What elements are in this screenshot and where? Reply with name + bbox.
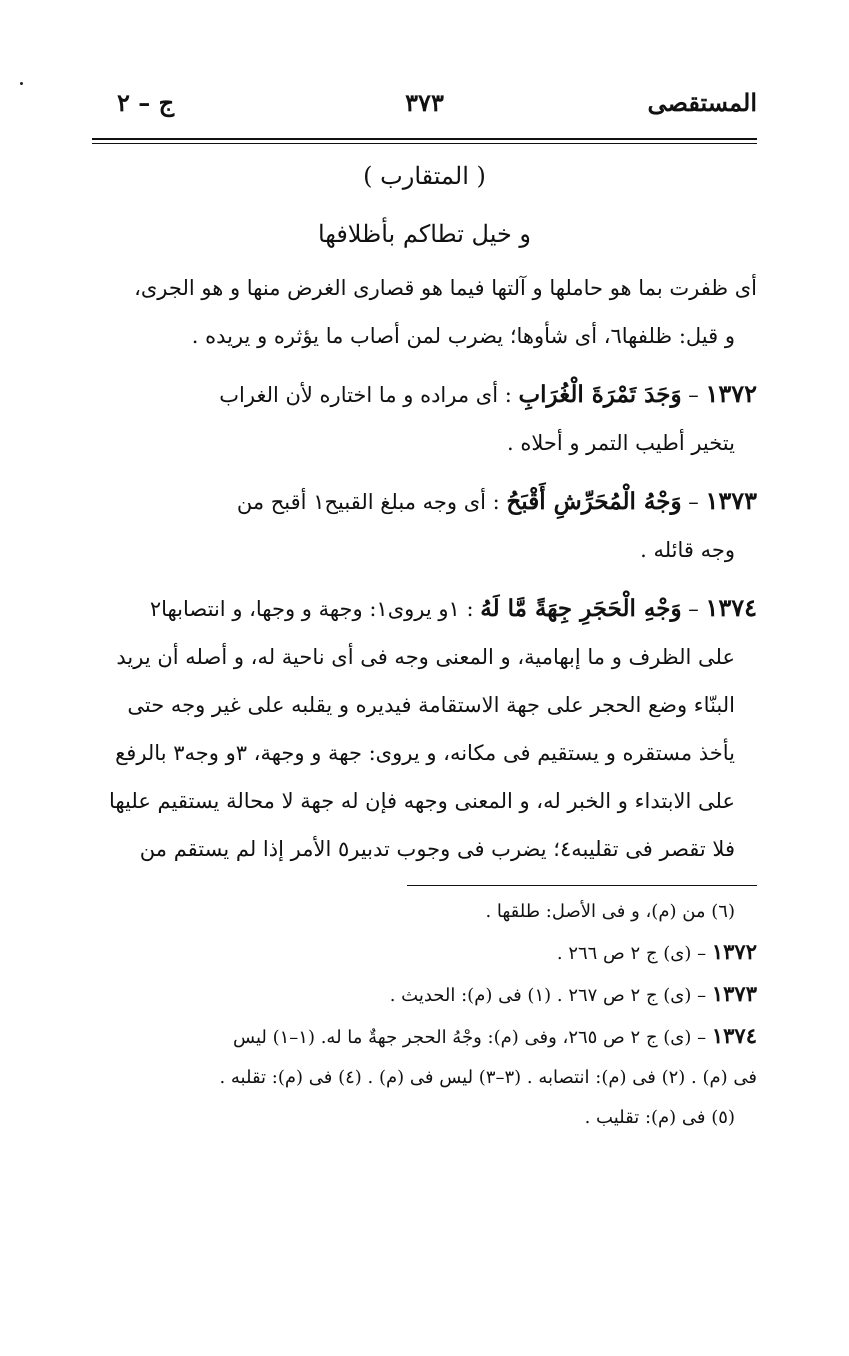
- entry-1372: [92, 370, 757, 467]
- entry-continuation-4: على الابتداء و الخبر له، و المعنى وجهه فإن له جهة لا محالة يستقيم عليها: [108, 789, 735, 813]
- footnote-text: – (ى) ج ٢ ص ٢٦٥، وفى (م): وجْهُ الحجر جهةٌ ما له. (١–١) ليس: [233, 1027, 707, 1048]
- footnote-text: – (ى) ج ٢ ص ٢٦٦ .: [556, 943, 707, 964]
- book-title: المستقصى: [647, 88, 757, 117]
- footnote-rule: [407, 885, 757, 886]
- footnotes: [92, 892, 757, 1138]
- entry-continuation-5: فلا تقصر فى تقليبه٤؛ يضرب فى وجوب تدبير٥ الأمر إذا لم يستقم من: [139, 837, 735, 861]
- entry-continuation-2: البنّاء وضع الحجر على جهة الاستقامة فيديره و يقلبه على غير وجه حتى: [127, 693, 735, 717]
- footnote-6: (٦) من (م)، و فى الأصل: طلقها .: [485, 901, 735, 922]
- entry-continuation-1: على الظرف و ما إبهامية، و المعنى وجه فى أى ناحية له، و أصله أن يريد: [116, 645, 735, 669]
- footnote-1372: [92, 932, 757, 974]
- footnote-number: ١٣٧٣: [711, 981, 757, 1006]
- meter-label: ( المتقارب ): [363, 162, 486, 190]
- footnote-number: ١٣٧٤: [711, 1023, 757, 1048]
- verse-line: و خيل تطاكم بأظلافها: [317, 220, 532, 248]
- entry-1373: [92, 477, 757, 574]
- footnote-1374-line-2: فى (م) . (٢) فى (م): انتصابه . (٣–٣) ليس فى (م) . (٤) فى (م): تقلبه .: [219, 1067, 757, 1088]
- intro-line-1: أى ظفرت بما هو حاملها و آلتها فيما هو قصارى الغرض منها و هو الجرى،: [134, 276, 757, 300]
- footnote-1374-line-3: (٥) فى (م): تقليب .: [584, 1107, 735, 1128]
- footnote-1374: [92, 1016, 757, 1058]
- entry-continuation: وجه قائله .: [640, 538, 735, 562]
- intro-line-2: و قيل: ظلفها٦، أى شأوها؛ يضرب لمن أصاب ما يؤثره و يريده .: [191, 324, 735, 348]
- entry-first-line: [92, 584, 757, 633]
- footnote-text: – (ى) ج ٢ ص ٢٦٧ . (١) فى (م): الحديث .: [389, 985, 707, 1006]
- entry-gloss: : أى وجه مبلغ القبيح١ أقبح من: [236, 490, 500, 514]
- running-header: [92, 78, 757, 138]
- entry-first-line: [92, 477, 757, 526]
- entry-gloss: : أى مراده و ما اختاره لأن الغراب: [219, 383, 512, 407]
- footnote-number: ١٣٧٢: [711, 939, 757, 964]
- entry-headword: وَجَدَ تَمْرَةَ الْغُرَابِ: [518, 381, 682, 408]
- entry-continuation-3: يأخذ مستقره و يستقيم فى مكانه، و يروى: جهة و وجهة، ٣و وجه٣ بالرفع: [115, 741, 735, 765]
- entry-1374: [92, 584, 757, 873]
- entry-number: ١٣٧٢: [705, 379, 757, 408]
- entry-dash: –: [681, 490, 699, 514]
- entry-number: ١٣٧٣: [705, 486, 757, 515]
- page-number: ٣٧٣: [405, 88, 444, 117]
- entry-dash: –: [681, 597, 699, 621]
- page-speck: [20, 82, 23, 85]
- entry-headword: وَجْهِ الْحَجَرِ جِهَةً مَّا لَهُ: [480, 595, 682, 622]
- entry-gloss: : ١و يروى١: وجهة و وجها، و انتصابها٢: [149, 597, 474, 621]
- volume-label: ج – ٢: [117, 88, 175, 117]
- entry-number: ١٣٧٤: [705, 593, 757, 622]
- entry-headword: وَجْهُ الْمُحَرِّشِ أَقْبَحُ: [506, 488, 682, 515]
- entry-continuation: يتخير أطيب التمر و أحلاه .: [506, 431, 735, 455]
- header-rule: [92, 138, 757, 144]
- entry-first-line: [92, 370, 757, 419]
- entry-dash: –: [681, 383, 699, 407]
- footnote-1373: [92, 974, 757, 1016]
- document-page: [92, 78, 757, 1308]
